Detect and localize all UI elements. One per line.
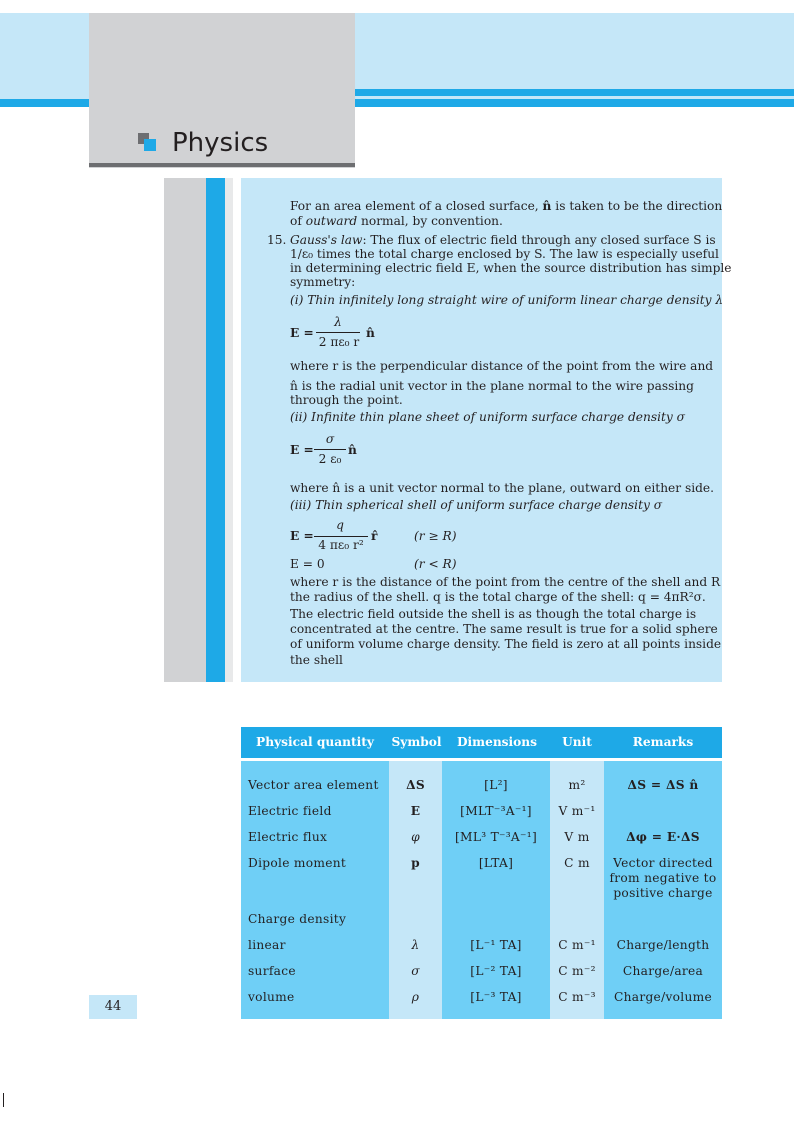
- eq2-fraction-bar: [314, 449, 346, 450]
- gauss-line-4: symmetry:: [290, 275, 356, 289]
- table-cell-remarks: Charge/length: [616, 938, 710, 952]
- case-1-text-2: n̂ is the radial unit vector in the plane normal to the wire passing: [290, 379, 694, 393]
- case-2-text: where n̂ is a unit vector normal to the plane, outward on either side.: [290, 481, 715, 495]
- table-cell-quantity: Electric field: [248, 804, 332, 818]
- table-cell-remarks: Charge/volume: [613, 990, 713, 1004]
- eq2-lhs: E =: [290, 443, 314, 457]
- table-cell-symbol: ΔS: [406, 778, 425, 792]
- table-cell-symbol: E: [410, 804, 421, 818]
- case-1-heading: (i) Thin infinitely long straight wire of uniform linear charge density λ: [290, 293, 724, 307]
- table-cell-quantity: volume: [248, 990, 295, 1004]
- header-square-accent-icon: [144, 139, 156, 151]
- column-symbol: [389, 761, 442, 1019]
- table-cell-unit: C m⁻³: [558, 990, 596, 1004]
- page-title: Physics: [172, 128, 269, 158]
- page-number: 44: [89, 995, 137, 1019]
- case-3-text-5: of uniform volume charge density. The field is zero at all points inside: [290, 637, 722, 651]
- table-cell-symbol: p: [411, 856, 420, 870]
- table-cell-quantity: Charge density: [248, 912, 347, 926]
- eq3-lhs: E =: [290, 529, 314, 543]
- header-unit: Unit: [562, 735, 592, 749]
- table-cell-quantity: linear: [248, 938, 286, 952]
- table-cell-remarks: Δφ = E·ΔS: [626, 830, 700, 844]
- eq1-denominator: 2 πε₀ r: [318, 335, 360, 349]
- header-rule-top: [355, 89, 794, 96]
- table-cell-remarks: Vector directed: [613, 856, 713, 870]
- eq2-denominator: 2 ε₀: [318, 452, 342, 466]
- table-cell-quantity: Electric flux: [248, 830, 328, 844]
- table-cell-symbol: ρ: [411, 990, 420, 1004]
- intro-line-2: of outward normal, by convention.: [290, 214, 503, 228]
- table-cell-remarks: Charge/area: [622, 964, 704, 978]
- table-cell-dimensions: [ML³ T⁻³A⁻¹]: [454, 830, 537, 844]
- table-cell-remarks: ΔS = ΔS n̂: [627, 778, 699, 792]
- margin-stripe-light: [225, 178, 233, 682]
- eq3-numerator: q: [336, 518, 344, 532]
- table-cell-dimensions: [L²]: [484, 778, 508, 792]
- column-quantity: [241, 761, 389, 1019]
- table-cell-unit: C m⁻²: [558, 964, 596, 978]
- case-3-text-6: the shell: [290, 653, 343, 667]
- eq1-unit-vector: n̂: [366, 326, 375, 340]
- table-cell-symbol: σ: [411, 964, 420, 978]
- table-cell-unit: V m⁻¹: [558, 804, 596, 818]
- table-cell-unit: m²: [568, 778, 586, 792]
- eq3-denominator: 4 πε₀ r²: [318, 538, 364, 552]
- table-cell-dimensions: [LTA]: [478, 856, 514, 870]
- table-cell-dimensions: [L⁻¹ TA]: [470, 938, 522, 952]
- case-3-text-4: concentrated at the centre. The same result is true for a solid sphere: [290, 622, 718, 636]
- eq1-numerator: λ: [334, 315, 342, 329]
- case-3-text-2: the radius of the shell. q is the total charge of the shell: q = 4πR²σ.: [290, 590, 706, 604]
- table-cell-quantity: Dipole moment: [248, 856, 347, 870]
- table-cell-unit: C m: [564, 856, 590, 870]
- margin-stripe-blue: [206, 178, 225, 682]
- header-remarks: Remarks: [632, 735, 694, 749]
- header-physical-quantity: Physical quantity: [256, 735, 374, 749]
- eq2-unit-vector: n̂: [348, 443, 357, 457]
- case-3-text-3: The electric field outside the shell is as though the total charge is: [290, 607, 697, 621]
- case-1-text-1: where r is the perpendicular distance of the point from the wire and: [290, 359, 714, 373]
- header-dimensions: Dimensions: [456, 735, 538, 749]
- table-cell-unit: C m⁻¹: [558, 938, 596, 952]
- table-cell-symbol: φ: [411, 830, 420, 844]
- column-dimensions: [442, 761, 550, 1019]
- table-cell-unit: V m: [564, 830, 590, 844]
- crop-mark-bottom: [3, 1093, 4, 1107]
- eq3-fraction-bar: [314, 536, 368, 537]
- table-cell-dimensions: [L⁻² TA]: [470, 964, 522, 978]
- gauss-line-3: in determining electric field E, when the source distribution has simple: [290, 261, 732, 275]
- eq3-unit-vector: r̂: [371, 529, 378, 543]
- table-cell-remarks-line-2: from negative to: [609, 871, 717, 885]
- eq2-numerator: σ: [325, 432, 335, 446]
- intro-line-1: For an area element of a closed surface, n̂ is taken to be the direction: [290, 199, 723, 213]
- table-cell-quantity: Vector area element: [248, 778, 379, 792]
- case-2-heading: (ii) Infinite thin plane sheet of uniform surface charge density σ: [290, 410, 685, 424]
- table-cell-dimensions: [L⁻³ TA]: [470, 990, 522, 1004]
- case-3-text-1: where r is the distance of the point from the centre of the shell and R: [290, 575, 721, 589]
- table-cell-quantity: surface: [248, 964, 296, 978]
- case-1-text-3: through the point.: [290, 393, 403, 407]
- eq4-condition: (r < R): [414, 557, 457, 571]
- eq3-condition: (r ≥ R): [414, 529, 457, 543]
- eq1-lhs: E =: [290, 326, 314, 340]
- gauss-line-2: 1/ε₀ times the total charge enclosed by S. The law is especially useful: [290, 247, 719, 261]
- table-cell-dimensions: [MLT⁻³A⁻¹]: [460, 804, 532, 818]
- item-number: 15.: [267, 233, 287, 247]
- margin-stripe-gray: [164, 178, 206, 682]
- table-cell-symbol: λ: [411, 938, 420, 952]
- eq1-fraction-bar: [316, 332, 360, 333]
- eq4: E = 0: [290, 557, 325, 571]
- table-cell-remarks-line-3: positive charge: [613, 886, 713, 900]
- header-title-underline: [89, 163, 355, 167]
- gauss-line-1: Gauss's law: The flux of electric field through any closed surface S is: [290, 233, 716, 247]
- header-symbol: Symbol: [391, 735, 442, 749]
- column-unit: [550, 761, 604, 1019]
- case-3-heading: (iii) Thin spherical shell of uniform surface charge density σ: [290, 498, 663, 512]
